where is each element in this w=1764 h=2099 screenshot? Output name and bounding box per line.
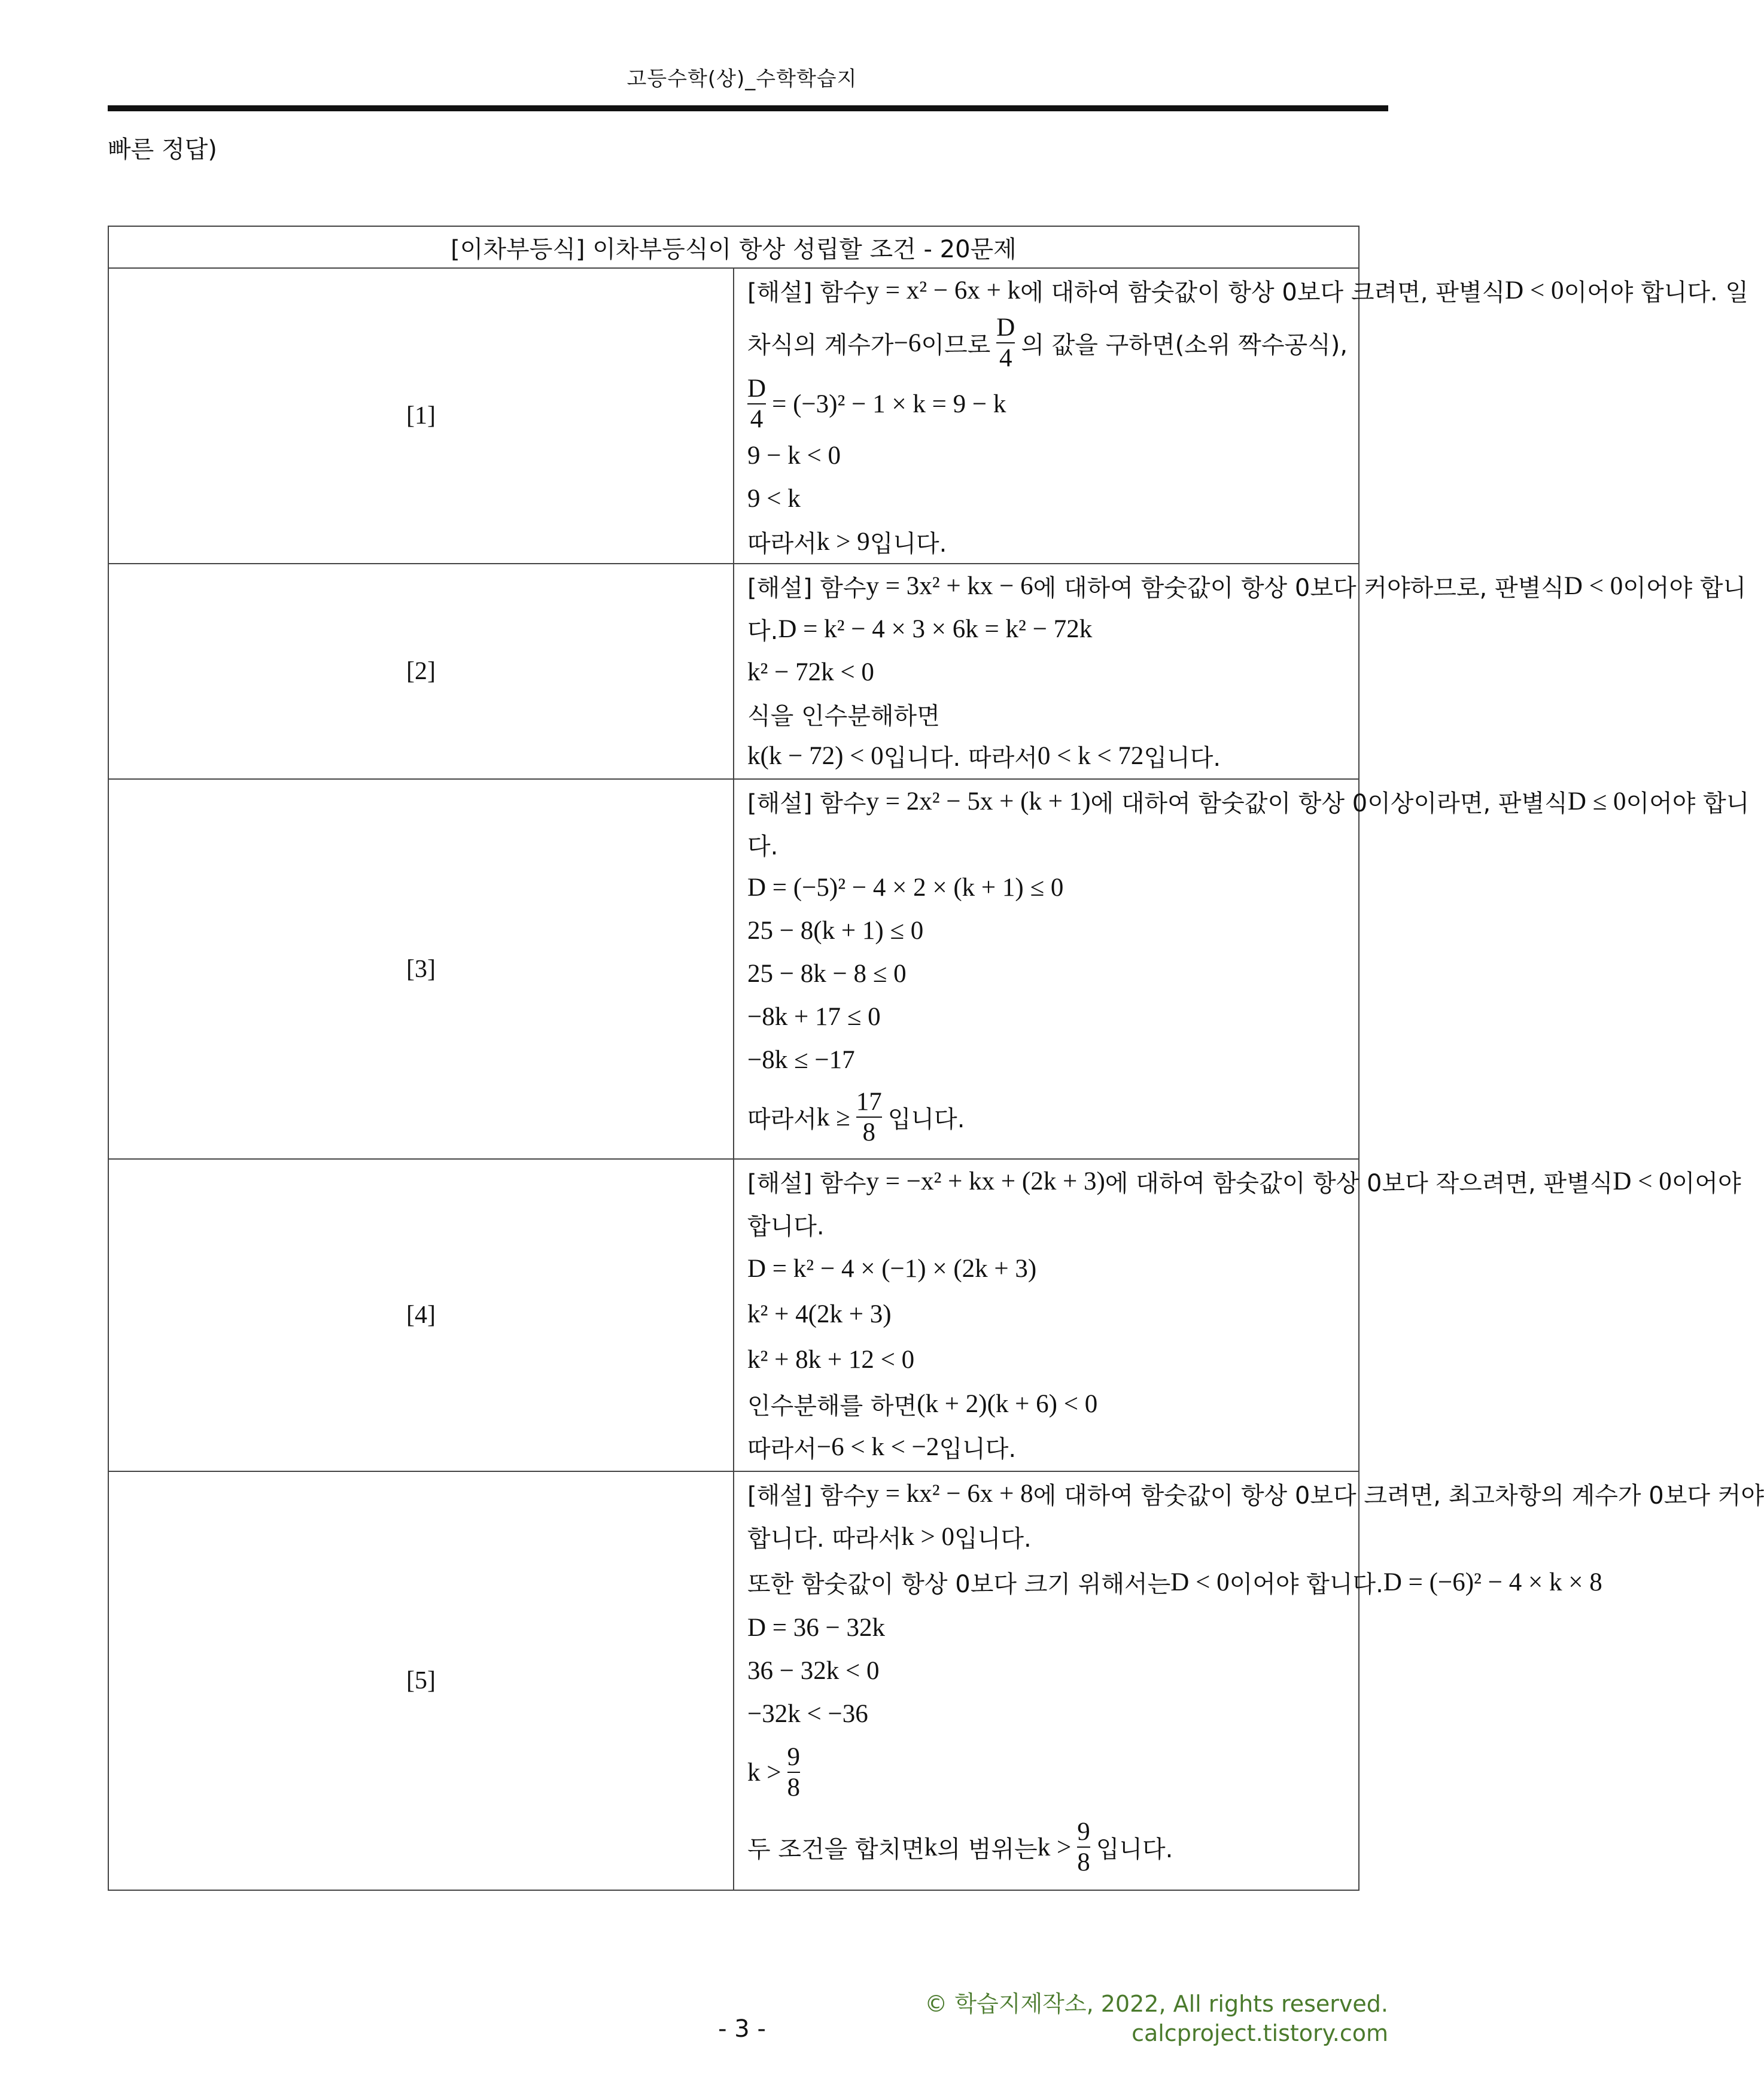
- text: 에 대하여 함숫값이 항상 0보다 크려면, 최고차항의 계수가 0보다 커야: [1033, 1482, 1764, 1510]
- text: 차식의 계수가: [747, 331, 894, 359]
- text: 입니다.: [939, 1435, 1017, 1463]
- text: 다.: [747, 617, 778, 645]
- solution-cell: [734, 268, 1749, 564]
- math-line: k² + 4(2k + 3): [747, 1300, 892, 1328]
- problem-row-2: [108, 564, 1359, 779]
- text: [해설] 함수: [747, 574, 866, 602]
- solution-line: [747, 312, 1346, 374]
- text: 또한 함숫값이 항상 0보다 크기 위해서는: [747, 1570, 1171, 1598]
- denominator: 8: [1077, 1848, 1090, 1876]
- text: 이어야 합니다.: [1229, 1570, 1383, 1598]
- fraction: [1077, 1817, 1090, 1878]
- fraction: [787, 1742, 801, 1803]
- math: y = x² − 6x + k: [866, 276, 1021, 305]
- solution-line: [747, 1425, 1346, 1468]
- math-line: 25 − 8(k + 1) ≤ 0: [747, 916, 924, 945]
- solution-line: [747, 1515, 1346, 1558]
- text: 입니다.: [954, 1525, 1032, 1553]
- denominator: 8: [787, 1773, 801, 1802]
- math: k: [924, 1833, 938, 1861]
- problem-number: [2]: [108, 564, 734, 779]
- math: y = 2x² − 5x + (k + 1): [866, 787, 1091, 816]
- solution-line: [747, 269, 1749, 312]
- math-line: 25 − 8k − 8 ≤ 0: [747, 959, 907, 988]
- text: 두 조건을 합치면: [747, 1835, 924, 1863]
- math: y = −x² + kx + (2k + 3): [866, 1167, 1105, 1195]
- quick-answer-label: 빠른 정답): [108, 136, 217, 163]
- math-line: k² + 8k + 12 < 0: [747, 1345, 915, 1374]
- text: 이어야: [1671, 1169, 1741, 1197]
- text: [해설] 함수: [747, 789, 866, 817]
- solution-line: [747, 1472, 1764, 1515]
- numerator: D: [996, 313, 1015, 342]
- problem-number: [5]: [108, 1471, 734, 1890]
- text: 따라서: [747, 1435, 817, 1463]
- fraction: [856, 1087, 882, 1148]
- text-line: 식을 인수분해하면: [747, 702, 940, 730]
- page-number: - 3 -: [718, 2015, 766, 2043]
- math: 0 < k < 72: [1037, 741, 1144, 770]
- solution-line: [747, 780, 1750, 823]
- text: 의 범위는: [937, 1835, 1038, 1863]
- solution-cell: [734, 564, 1747, 779]
- solution-cell: [734, 779, 1750, 1159]
- numerator: 9: [787, 1742, 801, 1771]
- math: k > 9: [816, 527, 870, 556]
- text: 입니다. 따라서: [883, 744, 1038, 772]
- text: 따라서: [747, 530, 817, 558]
- fraction: [747, 374, 766, 434]
- text: 입니다.: [869, 530, 947, 558]
- math-line: −8k ≤ −17: [747, 1045, 855, 1074]
- text: [해설] 함수: [747, 1169, 866, 1197]
- math: D ≤ 0: [1567, 787, 1626, 816]
- text: 이어야 합니: [1626, 789, 1750, 817]
- math-line: 36 − 32k < 0: [747, 1656, 880, 1685]
- text: 따라서: [747, 1105, 817, 1133]
- text: 입니다.: [1096, 1835, 1173, 1863]
- math: D = k² − 4 × 3 × 6k = k² − 72k: [778, 615, 1093, 643]
- fraction: [996, 313, 1015, 373]
- text: 에 대하여 함숫값이 항상 0이상이라면, 판별식: [1090, 789, 1568, 817]
- numerator: D: [747, 374, 767, 403]
- solution-line: [747, 1735, 1346, 1809]
- math: k > 0: [901, 1522, 955, 1551]
- footer-url: calcproject.tistory.com: [1132, 2020, 1388, 2046]
- problem-number: [1]: [108, 268, 734, 564]
- denominator: 8: [862, 1118, 876, 1146]
- footer-copyright: © 학습지제작소, 2022, All rights reserved.: [924, 1991, 1388, 2017]
- solution-table: [108, 226, 1764, 1891]
- math: −6 < k < −2: [816, 1432, 939, 1461]
- math: D < 0: [1170, 1568, 1230, 1596]
- text: 에 대하여 함숫값이 항상 0보다 커야하므로, 판별식: [1033, 574, 1564, 602]
- problem-row-1: [108, 268, 1359, 564]
- solution-line: [747, 374, 1346, 434]
- math: y = kx² − 6x + 8: [866, 1479, 1033, 1508]
- solution-line: [747, 1809, 1346, 1885]
- math: −6: [893, 328, 921, 357]
- text: 에 대하여 함숫값이 항상 0보다 크려면, 판별식: [1020, 278, 1506, 306]
- problem-number: [3]: [108, 779, 734, 1159]
- math: (k + 2)(k + 6) < 0: [917, 1389, 1098, 1418]
- denominator: 4: [999, 344, 1012, 372]
- text: 의 값을 구하면(소위 짝수공식),: [1021, 331, 1348, 359]
- math: y = 3x² + kx − 6: [866, 571, 1033, 600]
- math-line: −32k < −36: [747, 1699, 868, 1728]
- solution-line: [747, 1558, 1602, 1606]
- math: = (−3)² − 1 × k = 9 − k: [772, 390, 1006, 418]
- math: k >: [747, 1758, 781, 1787]
- solution-line: [747, 1382, 1346, 1425]
- math-line: D = k² − 4 × (−1) × (2k + 3): [747, 1254, 1037, 1283]
- problem-row-4: [108, 1159, 1359, 1471]
- math: D < 0: [1505, 276, 1564, 305]
- solution-line: [747, 1160, 1741, 1203]
- solution-cell: [734, 1471, 1764, 1890]
- text: [해설] 함수: [747, 278, 866, 306]
- text: 이므로: [921, 331, 991, 359]
- denominator: 4: [750, 405, 764, 433]
- math-line: k² − 72k < 0: [747, 658, 874, 686]
- solution-line: [747, 564, 1747, 607]
- text: 인수분해를 하면: [747, 1392, 917, 1420]
- math-line: −8k + 17 ≤ 0: [747, 1002, 881, 1031]
- solution-line: [747, 734, 1346, 777]
- math: k ≥: [816, 1103, 850, 1131]
- table-title: [이차부등식] 이차부등식이 항상 성립할 조건 - 20문제: [108, 226, 1359, 268]
- problem-row-5: [108, 1471, 1359, 1890]
- solution-line: [747, 1081, 1346, 1153]
- math-line: D = (−5)² − 4 × 2 × (k + 1) ≤ 0: [747, 873, 1064, 902]
- text: 입니다.: [1143, 744, 1221, 772]
- text: 합니다. 따라서: [747, 1525, 902, 1553]
- text: 입니다.: [887, 1105, 965, 1133]
- text-line: 합니다.: [747, 1212, 825, 1240]
- math-line: 9 < k: [747, 484, 801, 513]
- math: k >: [1037, 1833, 1072, 1861]
- math: D = (−6)² − 4 × k × 8: [1383, 1568, 1602, 1596]
- solution-line: [747, 607, 1346, 650]
- text: 에 대하여 함숫값이 항상 0보다 작으려면, 판별식: [1105, 1169, 1613, 1197]
- text-line: 다.: [747, 832, 778, 860]
- math-line: 9 − k < 0: [747, 441, 841, 470]
- header-rule: [108, 105, 1388, 111]
- solution-cell: [734, 1159, 1741, 1471]
- text: 이어야 합니: [1623, 574, 1747, 602]
- text: 이어야 합니다. 일: [1564, 278, 1749, 306]
- math: D < 0: [1564, 571, 1623, 600]
- numerator: 9: [1077, 1817, 1090, 1846]
- math-line: D = 36 − 32k: [747, 1613, 886, 1642]
- problem-number: [4]: [108, 1159, 734, 1471]
- document-header: 고등수학(상)_수학학습지: [626, 67, 857, 91]
- math: k(k − 72) < 0: [747, 741, 884, 770]
- solution-line: [747, 520, 1346, 563]
- math: D < 0: [1613, 1167, 1672, 1195]
- problem-row-3: [108, 779, 1359, 1159]
- numerator: 17: [856, 1087, 882, 1116]
- text: [해설] 함수: [747, 1482, 866, 1510]
